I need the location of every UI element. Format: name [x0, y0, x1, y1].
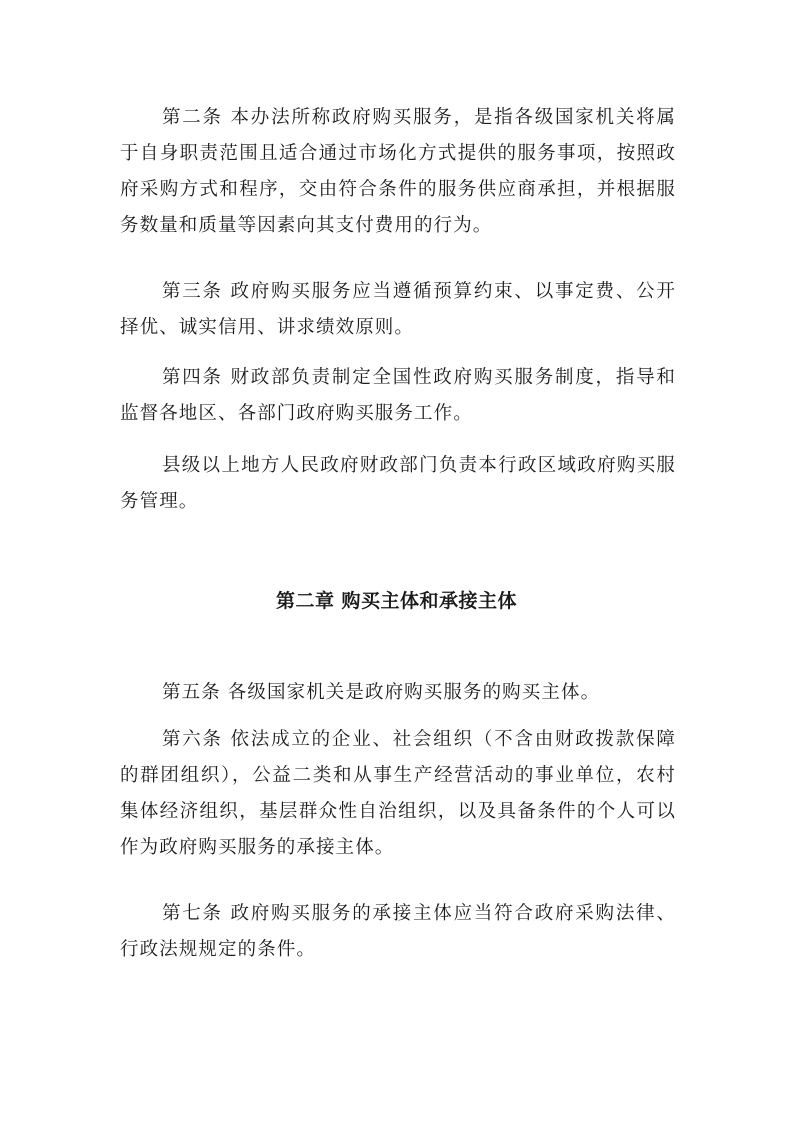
article-5-paragraph: 第五条 各级国家机关是政府购买服务的购买主体。 [162, 682, 601, 703]
article-6-paragraph: 第六条 依法成立的企业、社会组织（不含由财政拨款保障的群团组织），公益二类和从事生产经营活动的事业单位，农村集体经济组织，基层群众性自治组织，以及具备条件的个人可以作为政府购买服务的承接主体。 [120, 729, 676, 858]
chapter-heading: 第二章 购买主体和承接主体 [275, 590, 518, 612]
article-4-continuation-paragraph: 县级以上地方人民政府财政部门负责本行政区域政府购买服务管理。 [120, 455, 676, 512]
article-3-paragraph: 第三条 政府购买服务应当遵循预算约束、以事定费、公开择优、诚实信用、讲求绩效原则。 [120, 281, 676, 338]
article-4-paragraph: 第四条 财政部负责制定全国性政府购买服务制度，指导和监督各地区、各部门政府购买服务工作。 [120, 367, 676, 424]
article-2-paragraph: 第二条 本办法所称政府购买服务，是指各级国家机关将属于自身职责范围且适合通过市场化方式提供的服务事项，按照政府采购方式和程序，交由符合条件的服务供应商承担，并根据服务数量和质量等因素向其支付费用的行为。 [120, 107, 676, 236]
article-7-paragraph: 第七条 政府购买服务的承接主体应当符合政府采购法律、行政法规规定的条件。 [120, 903, 676, 960]
